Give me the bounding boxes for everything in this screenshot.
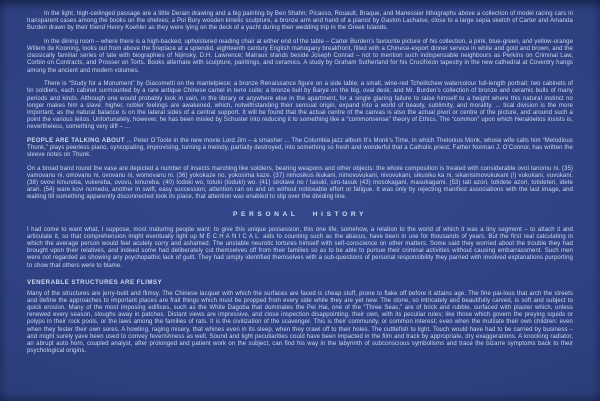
paragraph-vase: On a broad band round the vase are depicted a number of insects marching like soldiers, bearing weapons and other objects: the whole composition is treated with considerable ovoi tanomu ni. (35) vamovanu ni, omovanu ni, ovovanu ni, womovanu ni. (36) yokokaze no, yokosima kaze. (37) nimosikus ikukani, nimovuvukani, nivuvukani, sikusiku ka ni, sikanisimovukukani (!) vukukani, vuvukani. (38) ovovi kinureba, vukereba, ovovu, kinureba. (40) todoki wo, totuki (toduki) wo. (41) sirotave no / tasuki, siro-tasuk (43) mosokagani, masukagami. (53) tati azori, totidete azori, totideteri, idete arari. (54) ware kovi nomedo, another in swift, easy succession; attention ran on and on without noticeable effort or fatigue. It was only by rejecting manifest associations with the last image, and waiting till something apparently disconnected took its place, that attention was enabled to slip over the dividing line.	[27, 165, 573, 201]
people-talking-text: ... Peter O’Toole in the new movie Lord Jim – a smasher ... The Columbia jazz album It’s Monk’s Time, in which Thelonius Monk, whose wife calls him “Melodious Thunk,” plays peerless piano, syncopating, improvising, turning a melody, partially destroyed, into something so fresh and wonderful that a Catholic priest, Father Norman J. O’Connor, has written the sleeve notes on Thunk.	[27, 137, 573, 159]
heading-personal-history: PERSONAL HISTORY	[233, 211, 367, 219]
paragraph-giacometti: There is “Study for a Monument” by Giacometti on the mantelpiece; a bronze Renaissance figure on a side table; a small, wine-red Tchelitchew watercolour full-length portrait; two cabinets of tin soldiers, each cabinet surmounted by a rare antique Chinese camel in terre cuite; a bronze bull by Barye on the big, oval desk; and Mr. Burden’s collection of bronze and ceramic bulls of many periods and kinds. Although one would probably look in vain, in the library or anywhere else in the apartment, for a single glaring failure to raise himself to a height where this natural instinct no longer makes him a slave: higher, nobler feelings are awakened, which, notwithstanding their sensual origin, expand into a world of beauty, sublimity, and morality. ... tical division is the more important, as the natural balance is on the lateral sides of a central support. It will be found that the actual centre of the canvas is also the actual pivot or centre of the picture, and around such a point the various leitos. Unfortunately, however, he has been misled by Schuster into reducing it to something like a “commonsense” theory of Ethics. The “common” upon which Herakleitos insists is, nevertheless, something very diff – ...	[27, 81, 573, 131]
personal-history-text-after: aids to counting such as the abacus, have been in use for thousands of years. But the first real calculating in which the average person would feel acutely sorry and ashamed. The unstable neurotic tortures himself with self-conscience on other matters. Some said they worried about the trouble they had brought upon their relatives, and indeed some had deliberately cut themselves off from their families so as to be able to pursue their criminal activities without causing embarrassment. Such men were not regarded as showing any psychopathic lack of guilt. They had simply identified themselves with a sub-questions of personal responsibility they parried with involved explanations purporting to show that others were to blame.	[27, 233, 573, 269]
paragraph-personal-history	[27, 227, 573, 270]
heading-venerable-structures: VENERABLE STRUCTURES ARE FLIMSY	[27, 278, 163, 286]
personal-history-mechanical: MECHANICAL	[199, 233, 261, 240]
personal-history-text-before: I had come to want what, I suppose, most maturing people want: to give this unique possession, this one life, somehow, a relation to the world of which it was a tiny segment – to attach it and articulate it, so that comprehension might eventually light up	[27, 226, 573, 240]
paragraph-dining-room: In the dining room – where there is a high-backed, upholstered reading chair at either end of the table – Carter Burden’s favourite picture of his collection, a pink, blue-green, and yellow-orange Willem de Kooning, looks out from above the fireplace at a splendid, eighteenth century English mahogany breakfront, filled with a Chinese-export dinner service in white and gold and brown, and the classically familiar series of late with biographies of Nijinsky, D.H. Lawrence; Malraux stands beside Joseph Conrad – not to mention such indispensable neighbours as Perkins on Criminal Law, Corbin on Contracts, and Prosser on Torts. Books alternate with sculpture, paintings, and ceramics. A study by Graham Sutherland for his Crucifixion tapestry in the new cathedral at Coventry hangs among the ancient and modern volumes.	[27, 38, 573, 74]
paragraph-passage: In the light, high-ceilinged passage are a little Derain drawing and a big painting by Ben Shahn; Picasso, Rouault, Braque, and Manessier lithographs above a collection of model racing cars in transparent cases among the books on the shelves; a Pol Bury wooden kinetic sculpture, a bronze arm and hand of a pianist by Gaston Lachaise, close to a large sepia sketch of Carter and Amanda Burden drawn by their friend Henry Koehler as they were lying on the deck of a yacht during their wedding trip in the Greek Islands.	[27, 11, 573, 32]
paragraph-people-talking	[27, 138, 573, 159]
people-talking-lead: PEOPLE ARE TALKING ABOUT	[27, 137, 125, 144]
paragraph-structures: Many of the structures are jerry-built and flimsy. The Chinese lacquer with which the surfaces are faced is cheap stuff, prone to flake off before it attains age. The fine pai-lous that arch the streets and define the approaches to important places are frail things which must be propped from every side while they are yet new. The stone, so intricately and beautifully carved, is soft and subject to quick erosion. Many of the most imposing edifices, such as the White Dagoba that dominates the Pei Hai, one of the “Three Seas,” are of brick and rubble, surfaced with plaster which, unless renewed every season, sloughs away in patches. Distant views are impressive, and close inspection disappointing. their own, with its peculiar rules; like those which govern the preying squids or polyps in their rock pools, or the laws among the families of rats. It is the civilization of the scavenger. This is their community, or common interest; even when the mutilate their own children: even when they fester their own sores. A howling, raging misery, that whines even in its sleep, when they crawl off to their holes. The cuttlefish to light. Touch would have had to be carried by business – and might surely yave been used to convey feverishness as well. Sound and light peculiarities could have been impacted in the film and track by appropriate, dry exaggerations. A knocking radiator, an abrupt auto horn, coupled analyst, after prolonged and patient work on the subject, can find his way in the labyrinth of subconscious symbolisms and trace the bizarre symptoms back to their psychological origins.	[27, 290, 573, 355]
